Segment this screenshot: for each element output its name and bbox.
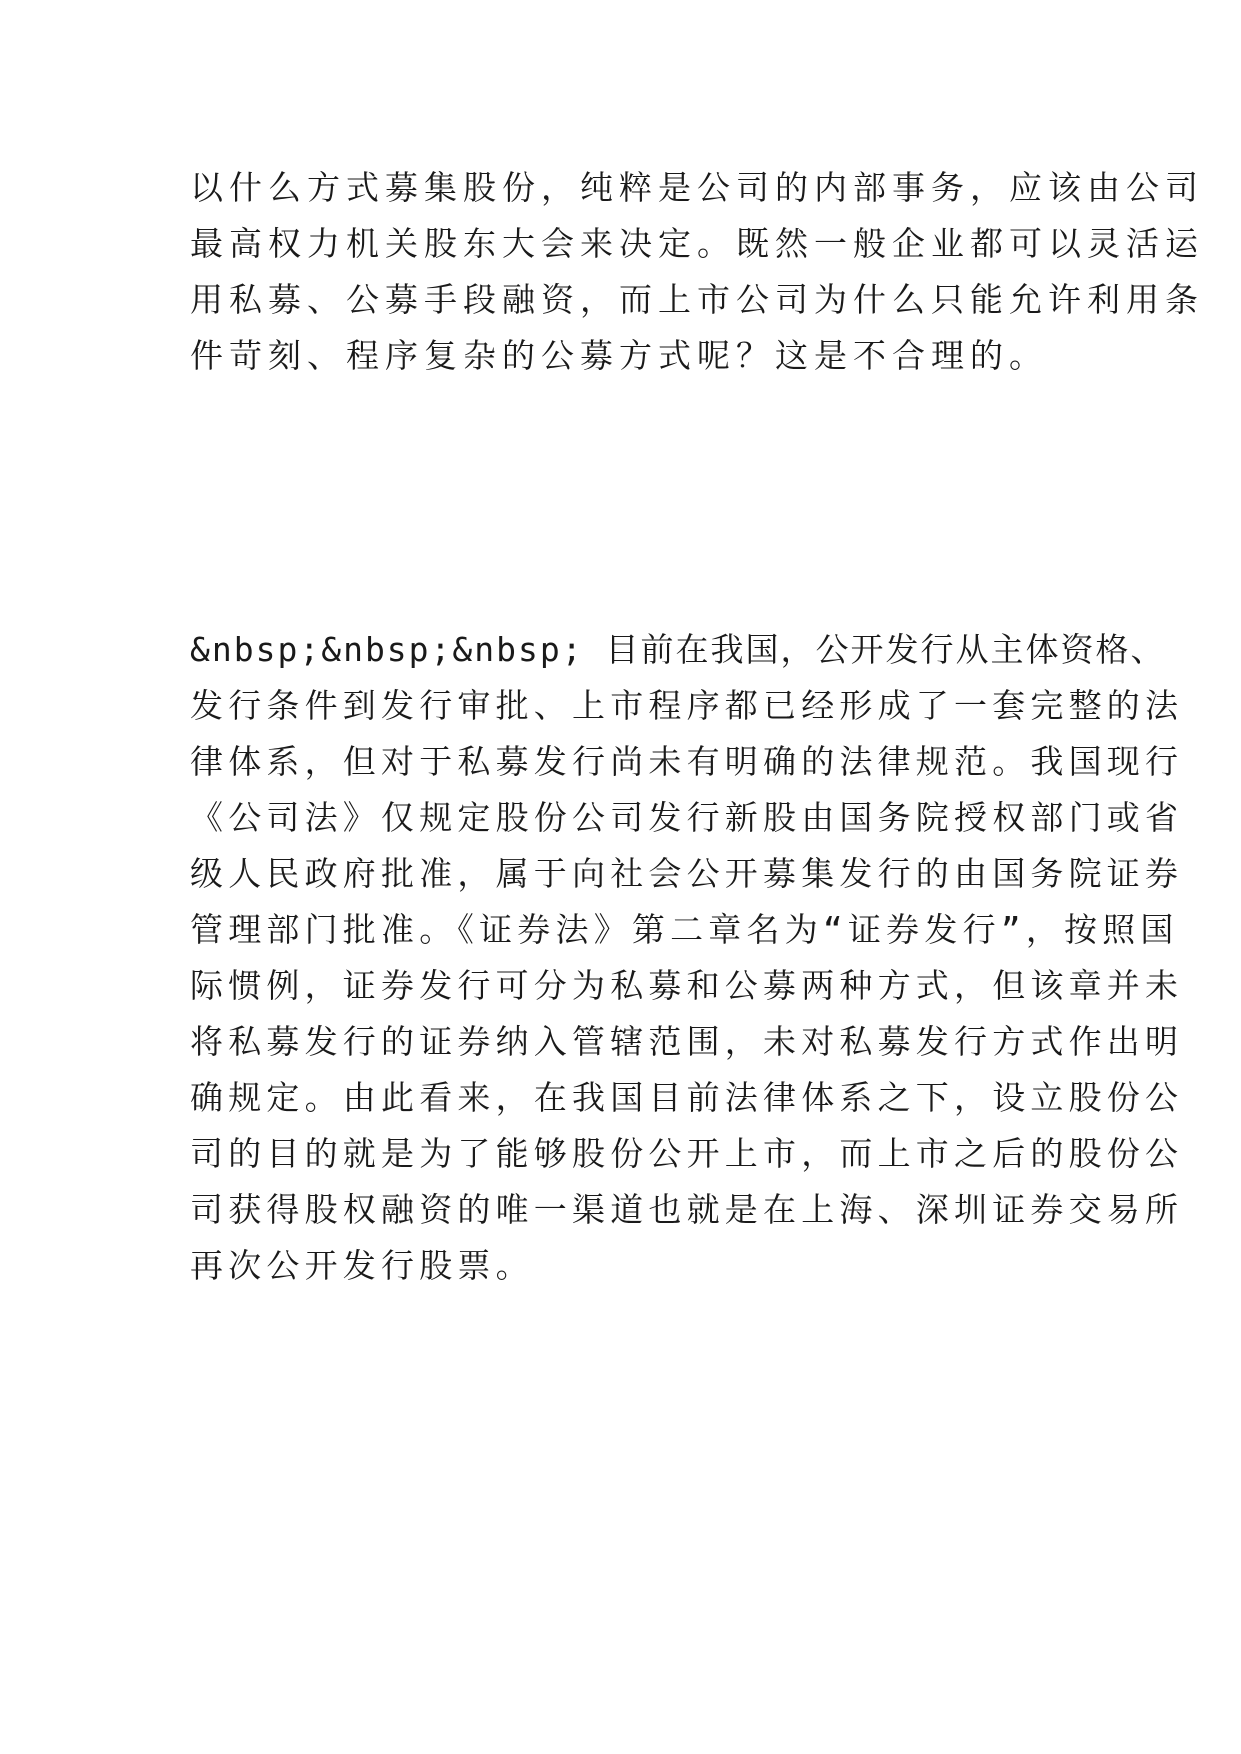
text-line: 确规定。由此看来，在我国目前法律体系之下，设立股份公	[190, 1078, 1184, 1117]
text-line: 级人民政府批准，属于向社会公开募集发行的由国务院证券	[190, 854, 1184, 893]
text-line: 件苛刻、程序复杂的公募方式呢？这是不合理的。	[190, 336, 1048, 375]
text-line: 用私募、公募手段融资，而上市公司为什么只能允许利用条	[190, 280, 1204, 319]
paragraph-2	[190, 622, 1184, 1294]
text-line: 司获得股权融资的唯一渠道也就是在上海、深圳证券交易所	[190, 1190, 1184, 1229]
text-line: 以什么方式募集股份，纯粹是公司的内部事务，应该由公司	[190, 168, 1204, 207]
text-line: 律体系，但对于私募发行尚未有明确的法律规范。我国现行	[190, 742, 1184, 781]
text-line: 际惯例，证券发行可分为私募和公募两种方式，但该章并未	[190, 966, 1184, 1005]
text-line: &nbsp;&nbsp;&nbsp; 目前在我国，公开发行从主体资格、	[190, 630, 1166, 669]
text-line: 最高权力机关股东大会来决定。既然一般企业都可以灵活运	[190, 224, 1204, 263]
text-line: 再次公开发行股票。	[190, 1246, 534, 1285]
text-line: 《公司法》仅规定股份公司发行新股由国务院授权部门或省	[190, 798, 1184, 837]
paragraph-1	[190, 160, 1204, 384]
text-line: 发行条件到发行审批、上市程序都已经形成了一套完整的法	[190, 686, 1184, 725]
text-line: 司的目的就是为了能够股份公开上市，而上市之后的股份公	[190, 1134, 1184, 1173]
text-line: 管理部门批准。《证券法》第二章名为“证券发行”，按照国	[190, 910, 1179, 949]
text-line: 将私募发行的证券纳入管辖范围，未对私募发行方式作出明	[190, 1022, 1184, 1061]
